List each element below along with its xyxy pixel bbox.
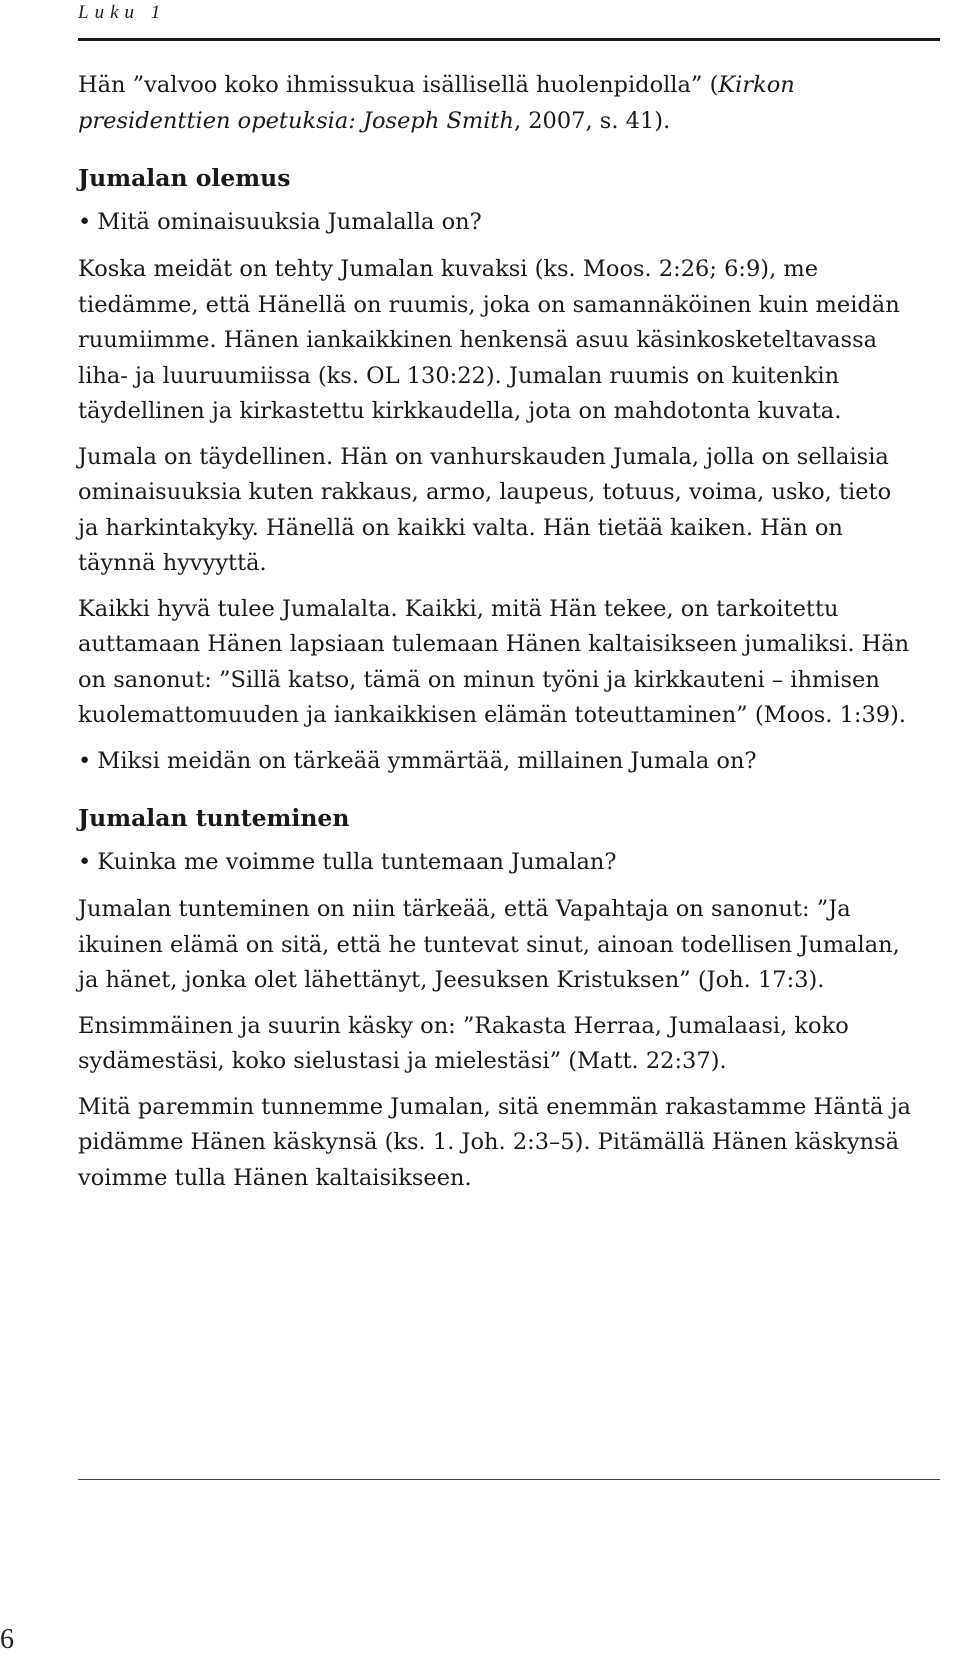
section-heading-jumalan-olemus: Jumalan olemus	[78, 164, 291, 192]
intro-citation: Kirkon presidenttien opetuksia: Joseph Smith	[78, 72, 795, 134]
question-text: Mitä ominaisuuksia Jumalalla on?	[97, 208, 482, 235]
bullet-icon: •	[78, 848, 92, 875]
intro-paragraph	[78, 68, 916, 139]
discussion-question	[78, 744, 916, 780]
body-paragraph: Ensimmäinen ja suurin käsky on: ”Rakasta Herraa, Jumalaasi, koko sydämestäsi, koko sielustasi ja mielestäsi” (Matt. 22:37).	[78, 1012, 849, 1074]
page-number: 6	[0, 1624, 14, 1655]
section-heading-jumalan-tunteminen: Jumalan tunteminen	[78, 804, 350, 832]
page-body	[78, 68, 916, 1206]
body-paragraph: Kaikki hyvä tulee Jumalalta. Kaikki, mitä Hän tekee, on tarkoitettu auttamaan Hänen lapsiaan tulemaan Hänen kaltaisikseen jumaliksi. Hän on sanonut: ”Sillä katso, tämä on minun työni ja kirkkauteni – ihmisen kuolemattomuuden ja iankaikkisen elämän toteuttaminen” (Moos. 1:39).	[78, 595, 910, 728]
body-paragraph: Koska meidät on tehty Jumalan kuvaksi (ks. Moos. 2:26; 6:9), me tiedämme, että Hänellä on ruumis, joka on samannäköinen kuin meidän ruumiimme. Hänen iankaikkinen henkensä asuu käsinkosketeltavassa liha- ja luuruumiissa (ks. OL 130:22). Jumalan ruumis on kuitenkin täydellinen ja kirkastettu kirkkaudella, jota on mahdotonta kuvata.	[78, 256, 900, 424]
intro-text-after: , 2007, s. 41).	[513, 107, 671, 134]
bullet-icon: •	[78, 747, 92, 774]
intro-text-before: Hän ”valvoo koko ihmissukua isällisellä huolenpidolla” (	[78, 72, 719, 98]
bullet-icon: •	[78, 208, 92, 235]
question-text: Kuinka me voimme tulla tuntemaan Jumalan?	[97, 848, 617, 875]
discussion-question	[78, 845, 916, 881]
body-paragraph: Jumala on täydellinen. Hän on vanhurskauden Jumala, jolla on sellaisia ominaisuuksia kuten rakkaus, armo, laupeus, totuus, voima, usko, tieto ja harkintakyky. Hänellä on kaikki valta. Hän tietää kaiken. Hän on täynnä hyvyyttä.	[78, 443, 892, 576]
footer-rule	[78, 1479, 940, 1480]
header-rule	[78, 38, 940, 41]
running-head: Luku 1	[78, 2, 167, 23]
question-text: Miksi meidän on tärkeää ymmärtää, millainen Jumala on?	[97, 747, 757, 774]
body-paragraph: Mitä paremmin tunnemme Jumalan, sitä enemmän rakastamme Häntä ja pidämme Hänen käskynsä (ks. 1. Joh. 2:3–5). Pitämällä Hänen käskynsä voimme tulla Hänen kaltaisikseen.	[78, 1093, 911, 1191]
body-paragraph: Jumalan tunteminen on niin tärkeää, että Vapahtaja on sanonut: ”Ja ikuinen elämä on sitä, että he tuntevat sinut, ainoan todellisen Jumalan, ja hänet, jonka olet lähettänyt, Jeesuksen Kristuksen” (Joh. 17:3).	[78, 896, 900, 993]
discussion-question	[78, 205, 916, 241]
